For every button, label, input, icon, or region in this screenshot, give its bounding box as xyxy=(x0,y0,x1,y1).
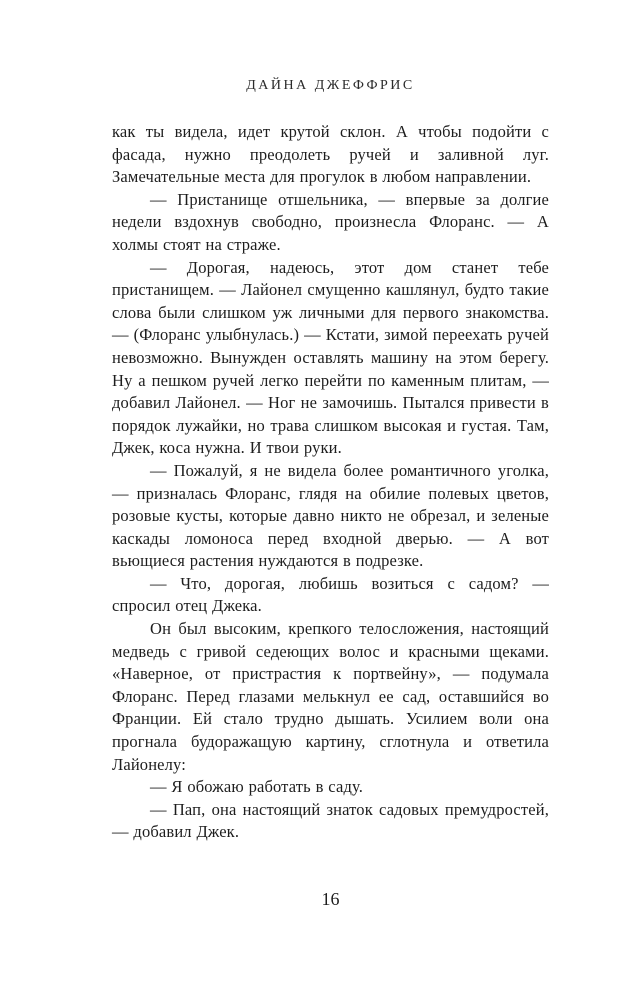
paragraph-continuation: как ты видела, идет крутой склон. А чтобы подойти с фасада, нужно преодолеть ручей и заливной луг. Замечательные места для прогулок в любом направлении. xyxy=(112,122,549,187)
paragraph-dialogue: — Пап, она настоящий знаток садовых премудростей, — добавил Джек. xyxy=(112,799,549,842)
paragraph-narrative: Он был высоким, крепкого телосложения, настоящий медведь с гривой седеющих волос и красными щеками. «Наверное, от пристрастия к портвейну», — подумала Флоранс. Перед глазами мелькнул ее сад, оставшийся во Франции. Ей стало трудно дышать. Усилием воли она прогнала будоражащую картину, сглотнула и ответила Лайонелу: xyxy=(112,619,549,774)
paragraph-dialogue: — Что, дорогая, любишь возиться с садом? — спросил отец Джека. xyxy=(112,573,549,616)
page-number: 16 xyxy=(321,889,340,909)
running-header-author: ДАЙНА ДЖЕФФРИС xyxy=(246,78,415,93)
paragraph-dialogue: — Пристанище отшельника, — впервые за долгие недели вздохнув свободно, произнесла Флоранс. — А холмы стоят на страже. xyxy=(112,189,549,254)
body-text xyxy=(112,121,549,844)
paragraph-dialogue: — Пожалуй, я не видела более романтичного уголка, — призналась Флоранс, глядя на обилие полевых цветов, розовые кусты, которые давно никто не обрезал, и зеленые каскады ломоноса перед входной дверью. — А вот вьющиеся растения нуждаются в подрезке. xyxy=(112,460,549,571)
paragraph-dialogue: — Я обожаю работать в саду. xyxy=(150,777,364,797)
paragraph-dialogue: — Дорогая, надеюсь, этот дом станет тебе пристанищем. — Лайонел смущенно кашлянул, будто такие слова были слишком уж личными для первого знакомства. — (Флоранс улыбнулась.) — Кстати, зимой переехать ручей невозможно. Вынужден оставлять машину на этом берегу. Ну а пешком ручей легко перейти по каменным плитам, — добавил Лайонел. — Ног не замочишь. Пытался привести в порядок лужайки, но трава слишком высокая и густая. Там, Джек, коса нужна. И твои руки. xyxy=(112,257,549,458)
